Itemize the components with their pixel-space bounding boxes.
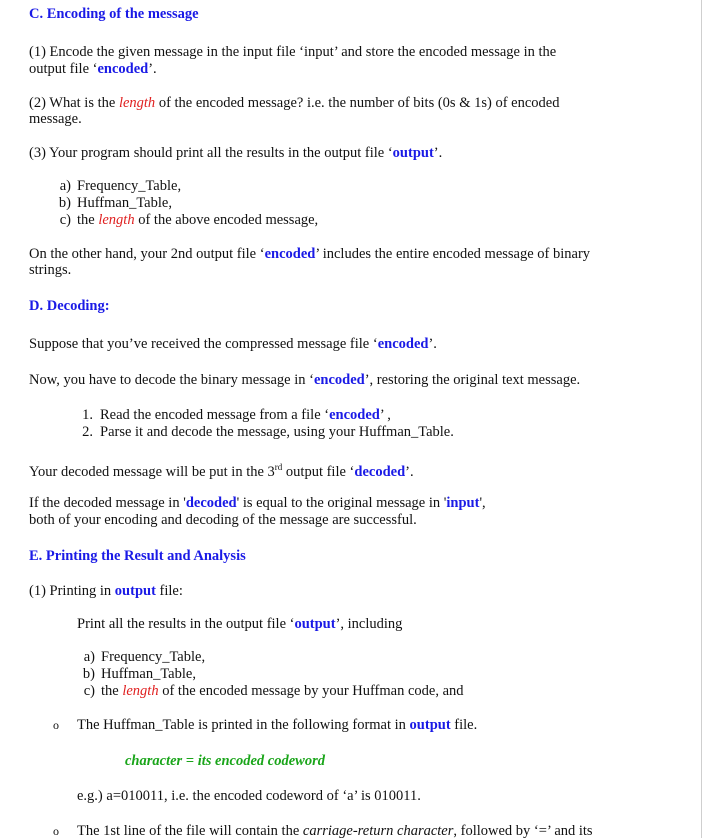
section-d-heading: D. Decoding: [29, 298, 110, 314]
e-list-b: b) Huffman_Table, [82, 666, 196, 682]
e-example: e.g.) a=010011, i.e. the encoded codeword of ‘a’ is 010011. [77, 788, 421, 804]
d-p1: Suppose that you’ve received the compressed message file ‘encoded’. [29, 336, 437, 352]
bullet-icon: o [53, 718, 59, 732]
d-step-2: 2. Parse it and decode the message, using your Huffman_Table. [82, 424, 454, 440]
e-p2: Print all the results in the output file ‘output’, including [77, 616, 403, 632]
e-format: character = its encoded codeword [125, 753, 325, 769]
d-p2: Now, you have to decode the binary message in ‘encoded’, restoring the original text message. [29, 372, 581, 388]
c-p1-line1: (1) Encode the given message in the input file ‘input’ and store the encoded message in the [29, 44, 557, 60]
e-bullet1: The Huffman_Table is printed in the following format in output file. [77, 717, 478, 733]
c-p2-line2: message. [29, 111, 82, 127]
c-list-a: a) Frequency_Table, [59, 178, 182, 194]
e-list-a: a) Frequency_Table, [83, 649, 206, 665]
d-p3: Your decoded message will be put in the 3rd output file ‘decoded’. [29, 462, 414, 480]
page-border [701, 0, 702, 838]
c-p3: (3) Your program should print all the results in the output file ‘output’. [29, 145, 443, 161]
d-p4-line2: both of your encoding and decoding of the message are successful. [29, 512, 417, 528]
c-p4-line2: strings. [29, 262, 72, 278]
c-p4-line1: On the other hand, your 2nd output file ‘encoded’ includes the entire encoded message of binary [29, 246, 591, 262]
d-p4-line1: If the decoded message in 'decoded' is equal to the original message in 'input', [29, 495, 486, 511]
section-c-heading: C. Encoding of the message [29, 6, 199, 22]
e-bullet2: The 1st line of the file will contain the carriage-return character, followed by ‘=’ and its [77, 823, 593, 839]
c-list-b: b) Huffman_Table, [58, 195, 172, 211]
c-p1-line2: output file ‘encoded’. [29, 61, 157, 77]
e-p1: (1) Printing in output file: [29, 583, 183, 599]
c-list-c: c) the length of the above encoded message, [59, 212, 319, 228]
e-list-c: c) the length of the encoded message by your Huffman code, and [83, 683, 464, 699]
section-e-heading: E. Printing the Result and Analysis [29, 548, 246, 564]
c-p2-line1: (2) What is the length of the encoded message? i.e. the number of bits (0s & 1s) of encoded [29, 95, 560, 111]
bullet-icon: o [53, 824, 59, 838]
d-step-1: 1. Read the encoded message from a file ‘encoded’ , [82, 407, 391, 423]
